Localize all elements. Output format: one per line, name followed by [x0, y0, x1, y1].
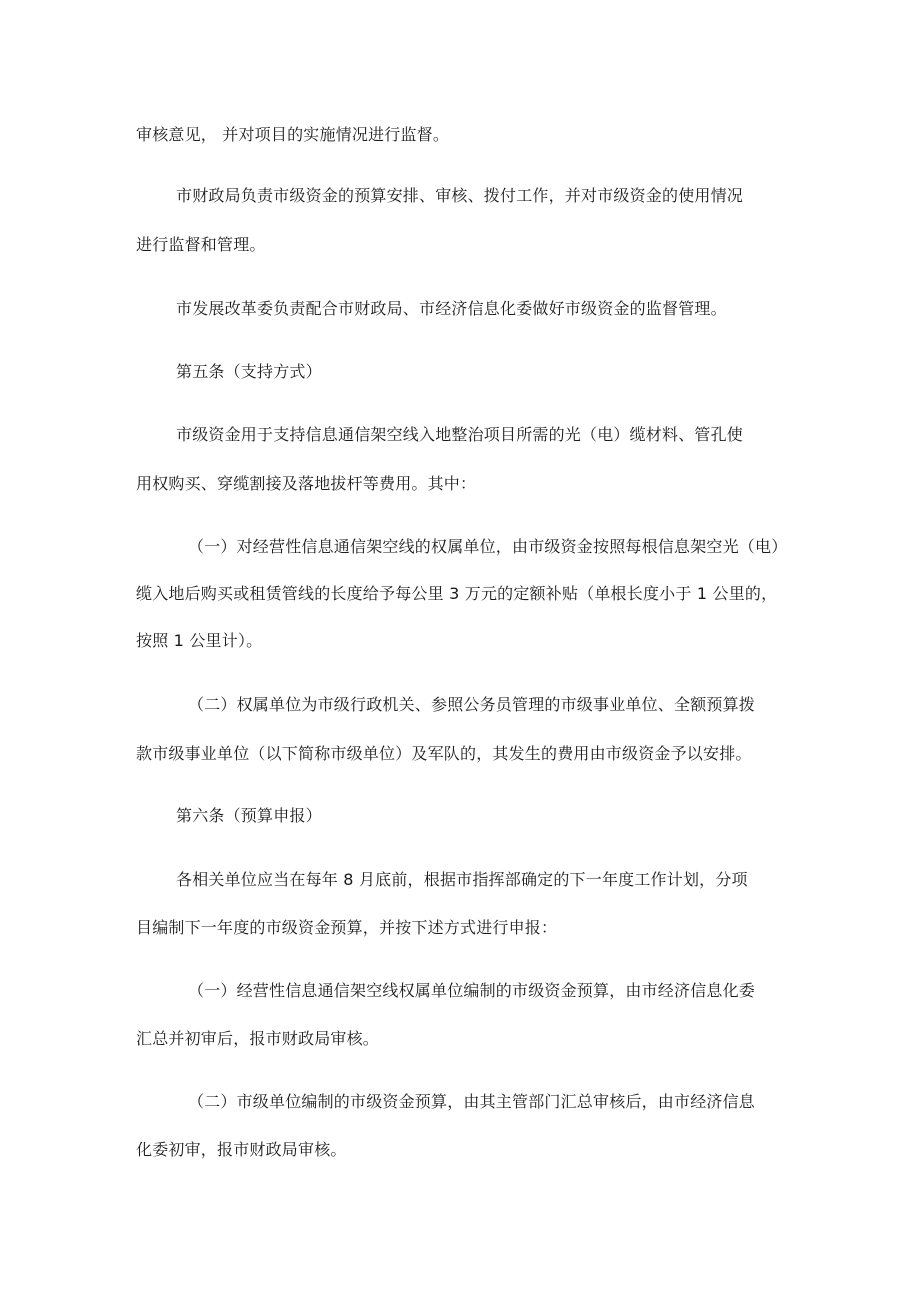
section-heading: 第六条（预算申报） [176, 806, 322, 825]
paragraph-line: （二）市级单位编制的市级资金预算，由其主管部门汇总审核后，由市经济信息 [188, 1092, 756, 1111]
paragraph-line: 化委初审，报市财政局审核。 [136, 1140, 347, 1159]
paragraph-line: （二）权属单位为市级行政机关、参照公务员管理的市级事业单位、全额预算拨 [188, 695, 756, 714]
paragraph-line: 款市级事业单位（以下简称市级单位）及军队的，其发生的费用由市级资金予以安排。 [136, 744, 752, 763]
paragraph-line: 市发展改革委负责配合市财政局、市经济信息化委做好市级资金的监督管理。 [176, 299, 727, 318]
paragraph-line: 缆入地后购买或租赁管线的长度给予每公里 3 万元的定额补贴（单根长度小于 1 公里的， [136, 584, 778, 603]
paragraph-line: 进行监督和管理。 [136, 235, 266, 254]
paragraph-line: 用权购买、穿缆割接及落地拔杆等费用。其中： [136, 474, 477, 493]
paragraph-line: 按照 1 公里计）。 [136, 631, 263, 650]
paragraph-line: 目编制下一年度的市级资金预算，并按下述方式进行申报： [136, 918, 558, 937]
section-heading: 第五条（支持方式） [176, 362, 322, 381]
paragraph-line: 市财政局负责市级资金的预算安排、审核、拨付工作，并对市级资金的使用情况 [176, 186, 744, 205]
paragraph-line: 市级资金用于支持信息通信架空线入地整治项目所需的光（电）缆材料、管孔使 [176, 425, 744, 444]
paragraph-line: （一）对经营性信息通信架空线的权属单位，由市级资金按照每根信息架空光（电） [188, 537, 788, 556]
paragraph-line: 各相关单位应当在每年 8 月底前，根据市指挥部确定的下一年度工作计划，分项 [176, 870, 748, 889]
paragraph-line: 审核意见， 并对项目的实施情况进行监督。 [136, 125, 450, 144]
paragraph-line: 汇总并初审后，报市财政局审核。 [136, 1029, 380, 1048]
paragraph-line: （一）经营性信息通信架空线权属单位编制的市级资金预算，由市经济信息化委 [188, 981, 756, 1000]
